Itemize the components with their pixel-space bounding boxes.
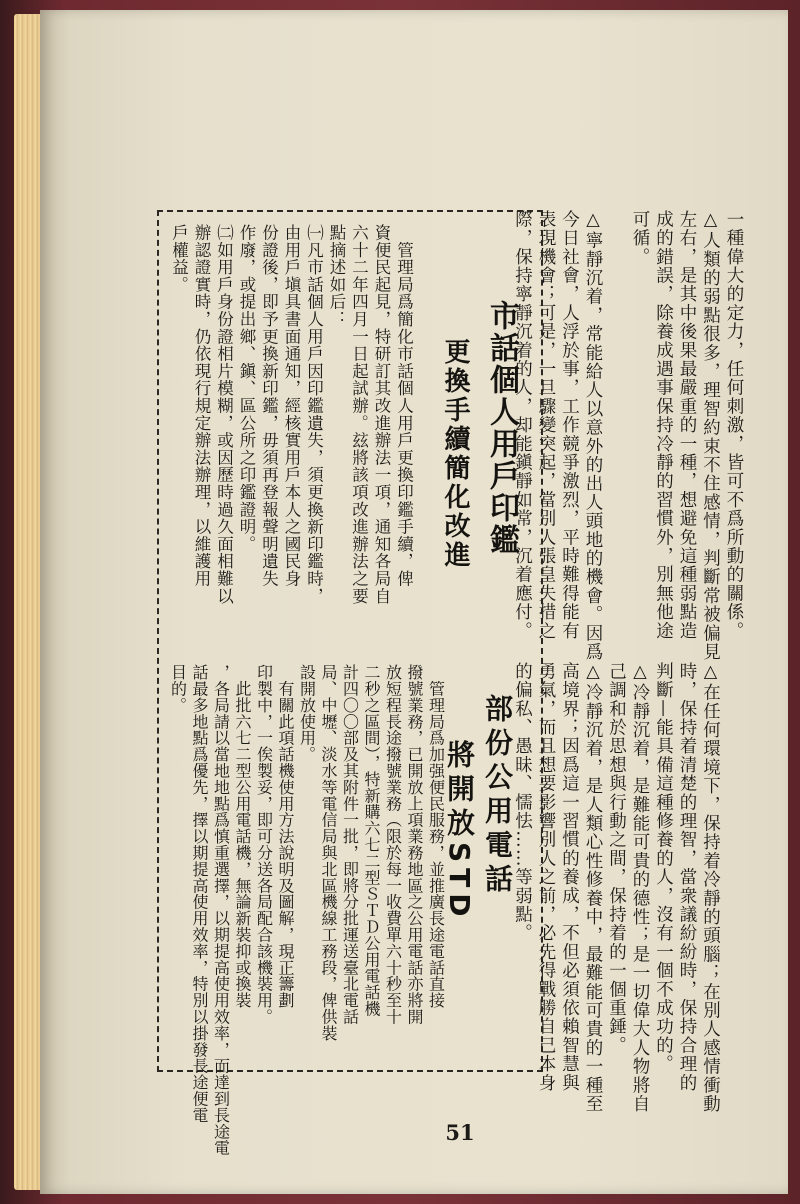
seal-notice-subtitle: 更換手續簡化改進 — [440, 338, 470, 570]
book-page — [40, 10, 788, 1194]
phone-notice-subtitle: 將開放STD — [443, 740, 476, 923]
seal-notice-title: 市話個人用戶印鑑 — [484, 300, 519, 556]
essay-lower-text: △在任何環境下，保持着冷靜的頭腦；在別人感情衝動 時，保持着清楚的理智，當衆議紛紛時，保持合理的 判斷—能具備這種修養的人，沒有一個不成功的。 △冷靜沉着，是難能可貴的德性；是一切偉大人物將自 己調和於思想與行動之間，保持着的一個重錘。 △冷靜沉着，是人類心性修養中，最難能可貴的一種至 高境界；因爲這一習慣的養成，不但必須依賴智慧與 勇氣，而且想要影響別人之前，必先得戰勝自己本身 的偏私、愚昧、懦怯……等弱點。 — [512, 662, 721, 1114]
seal-notice-body: 管理局爲簡化市話個人用戶更換印鑑手續，俾 資便民起見，特研訂其改進辦法一項，通知各局自 六十二年四月一日起試辦。玆將該項改進辦法之要 點摘述如后： ㈠凡市話個人用戶因印鑑遺失，須更換新印鑑時， 由用戶塡具書面通知，經核實用戶本人之國民身 份證後，即予更換新印鑑，毋須再登報聲明遺失 作廢，或提出鄉、鎭、區公所之印鑑證明。 ㈡如用戶身份證相片模糊，或因歷時過久面相難以 辦認證實時，仍依現行規定辦法辦理，以維護用 戶權益。 — [169, 224, 414, 605]
phone-notice-title: 部份公用電話 — [481, 694, 514, 898]
page-number: 51 — [445, 1120, 475, 1145]
phone-notice-body: 管理局爲加强便民服務，並推廣長途電話直接 撥號業務，已開放上項業務地區之公用電話亦將開 放短程長途撥號業務（限於每一收費單六十秒至十 二秒之區間），特新購六七二型ＳＴＤ公用電話機 計四〇〇部及其附件一批，即將分批運送臺北電話 局、中壢、淡水等電信局與北區機線工務段，俾供裝 設開放使用。 有關此項話機使用方法說明及圖解，現正籌劃 印製中，一俟製妥，即可分送各局配合該機裝用。 此批六七二型公用電話機，無論新裝抑或換裝 ，各局請以當地地點爲慎重選擇，以期提高使用效率，而達到長途電 話最多地點爲優先，擇以期提高使用效率，特別以掛發長途便電 目的。 — [168, 664, 446, 1156]
essay-upper-text: 一種偉大的定力，任何刺激，皆可不爲所動的關係。 △人類的弱點很多，理智約束不住感情，判斷常被偏見 左右，是其中後果最嚴重的一種，想避免這種弱點造 成的錯誤，除養成遇事保持冷靜的習慣外，別無他途 可循。 △寧靜沉着，常能給人以意外的出人頭地的機會。因爲 今日社會，人浮於事，工作競爭激烈，平時難得能有 表現機會；可是，一旦驟變突起，當別人張皇失措之 際，保持寧靜沉着的人，却能鎭靜如常，沉着應付。 — [512, 210, 744, 662]
